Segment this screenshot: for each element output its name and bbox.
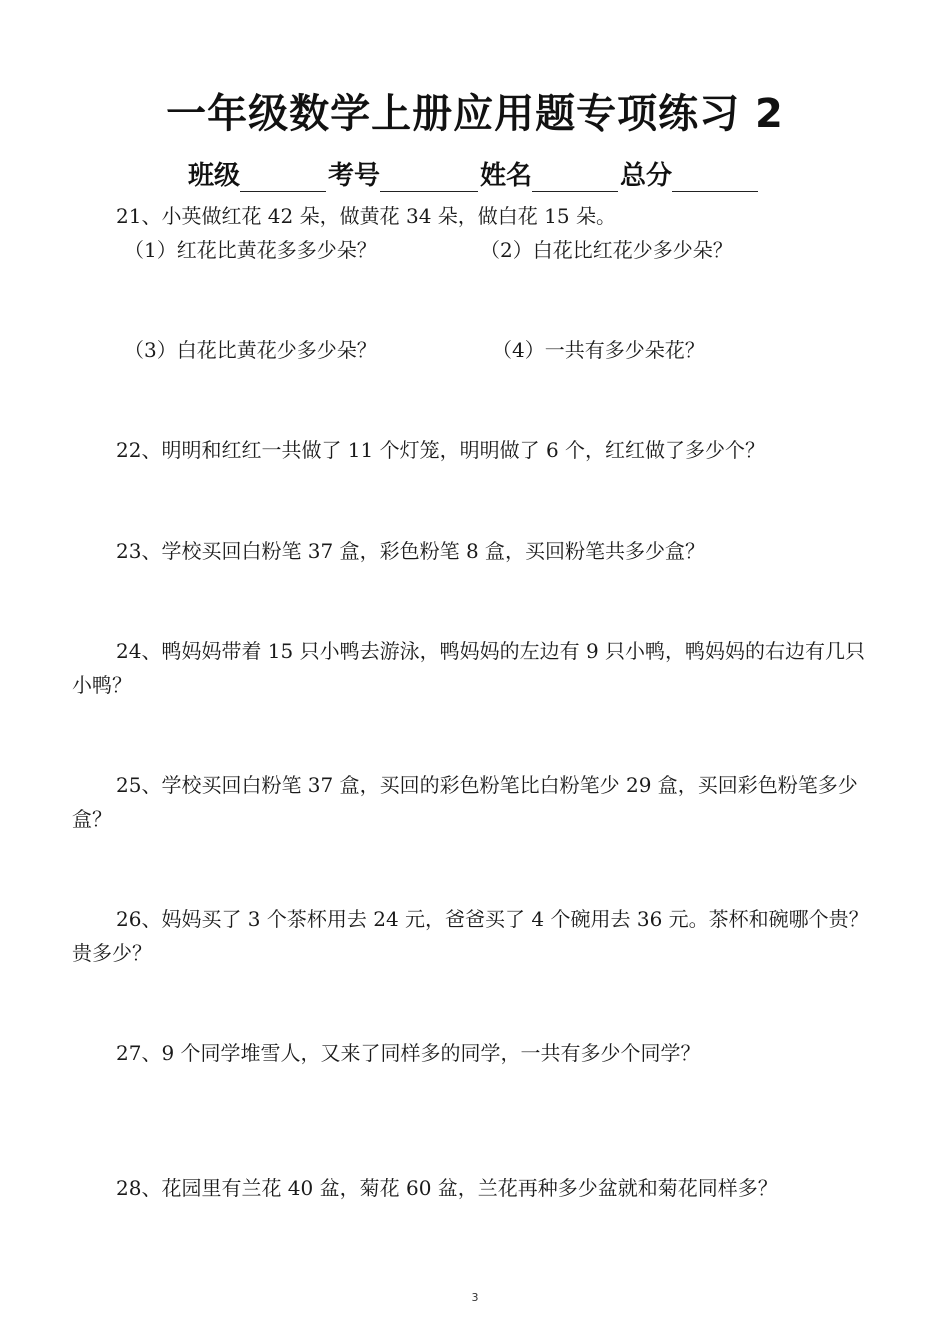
question-21-sub-2: （2）白花比红花少多少朵？ <box>480 238 733 262</box>
question-21-sub-4: （4）一共有多少朵花？ <box>492 338 705 362</box>
class-label: 班级 <box>188 161 241 191</box>
question-25: 25、学校买回白粉笔 37 盒，买回的彩色粉笔比白粉笔少 29 盒，买回彩色粉笔多少盒？ <box>72 773 858 831</box>
question-24: 24、鸭妈妈带着 15 只小鸭去游泳，鸭妈妈的左边有 9 只小鸭，鸭妈妈的右边有几只小鸭？ <box>72 639 866 697</box>
score-label: 总分 <box>620 161 673 191</box>
page-title: 一年级数学上册应用题专项练习 2 <box>166 91 784 137</box>
number-label: 考号 <box>328 161 381 191</box>
page-number: 3 <box>471 1291 479 1304</box>
student-info-line <box>188 155 760 195</box>
name-blank[interactable] <box>532 163 618 192</box>
question-22: 22、明明和红红一共做了 11 个灯笼，明明做了 6 个，红红做了多少个？ <box>116 438 766 462</box>
question-21-sub-1: （1）红花比黄花多多少朵？ <box>124 238 377 262</box>
question-27: 27、9 个同学堆雪人，又来了同样多的同学，一共有多少个同学？ <box>116 1041 701 1065</box>
question-28: 28、花园里有兰花 40 盆，菊花 60 盆，兰花再种多少盆就和菊花同样多？ <box>116 1176 778 1200</box>
question-21-stem: 21、小英做红花 42 朵，做黄花 34 朵，做白花 15 朵。 <box>116 204 616 228</box>
class-blank[interactable] <box>240 163 326 192</box>
score-blank[interactable] <box>672 163 758 192</box>
question-21-sub-3: （3）白花比黄花少多少朵？ <box>124 338 377 362</box>
number-blank[interactable] <box>380 163 478 192</box>
question-26: 26、妈妈买了 3 个茶杯用去 24 元，爸爸买了 4 个碗用去 36 元。茶杯和碗哪个贵？贵多少？ <box>72 907 869 965</box>
question-23: 23、学校买回白粉笔 37 盒，彩色粉笔 8 盒，买回粉笔共多少盒？ <box>116 539 706 563</box>
name-label: 姓名 <box>480 161 533 191</box>
